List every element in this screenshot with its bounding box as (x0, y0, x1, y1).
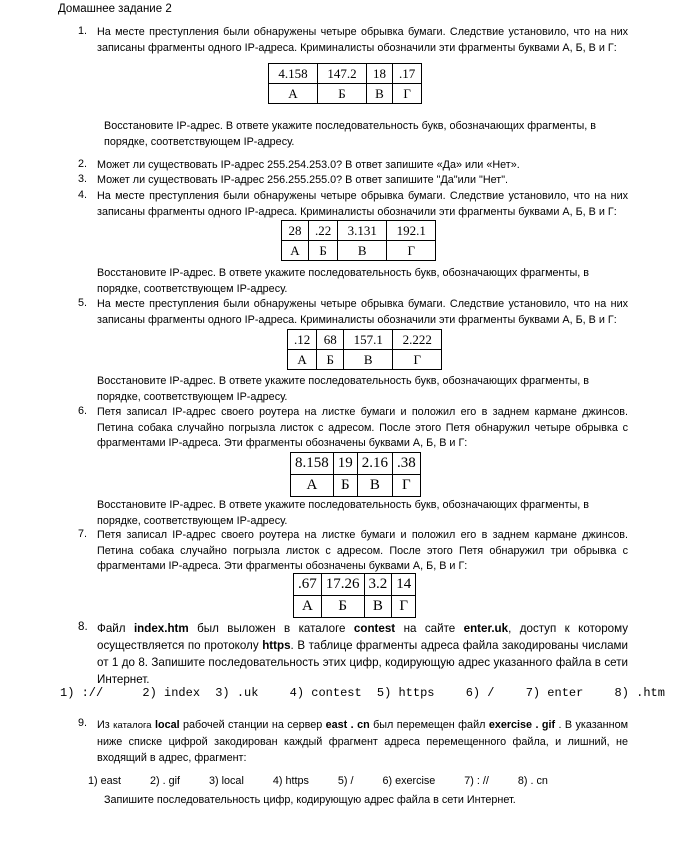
option: 1) :// (60, 686, 104, 700)
fragment-cell: 17.26 (321, 574, 364, 596)
answer-instruction: Восстановите IP-адрес. В ответе укажите последовательность букв, обозначающих фрагменты, в порядке, соответствующем IP-адресу. (97, 499, 589, 527)
fragments-table-1 (268, 63, 422, 104)
fragment-cell: .67 (294, 574, 322, 596)
question-text: На месте преступления были обнаружены четыре обрывка бумаги. Следствие установило, что на них записаны фрагменты одного IP-адреса. Криминалисты обозначили эти фрагменты буквами А, Б, В и Г: (97, 190, 628, 218)
question-text (97, 620, 628, 688)
letter-cell: В (367, 84, 393, 104)
question-5 (78, 297, 628, 328)
fragments-table-7 (293, 573, 416, 618)
text-run: Из (97, 719, 114, 731)
letter-cell: В (357, 475, 392, 497)
question-8 (78, 620, 628, 688)
question-text: Может ли существовать IP-адрес 255.254.253.0? В ответ запишите «Да» или «Нет». (97, 159, 520, 171)
fragment-cell: .22 (309, 221, 338, 241)
text-run: рабочей станции на сервер (179, 719, 326, 731)
text-run: Файл (97, 622, 134, 635)
letter-cell: А (291, 475, 334, 497)
fragment-cell: 147.2 (318, 64, 367, 84)
question-number: 3. (78, 173, 88, 185)
fragment-cell: 68 (317, 330, 344, 350)
fragments-table-6 (290, 452, 421, 497)
text-run: . В таблице фрагменты адреса файла закодированы числами от 1 до 8. Запишите последовательность этих цифр, кодирующую адрес указанного файла в сети Интернет. (97, 639, 629, 686)
option: 5) https (376, 686, 435, 700)
question-1 (78, 25, 628, 56)
question-text: Петя записал IP-адрес своего роутера на листке бумаги и положил его в заднем кармане джинсов. Петина собака случайно погрызла листок с адресом. После этого Петя обнаружил три обрывка с фрагментами IP-адреса. Эти фрагменты обозначены буквами А, Б, В и Г: (97, 529, 628, 572)
question-text: Может ли существовать IP-адрес 256.255.255.0? В ответ запишите "Да"или "Нет". (97, 174, 509, 186)
fragment-cell: .17 (393, 64, 422, 84)
text-run: на сайте (395, 622, 464, 635)
question-number: 4. (78, 189, 88, 201)
letter-cell: А (282, 241, 309, 261)
letter-cell: Г (393, 350, 442, 370)
answer-instruction: Восстановите IP-адрес. В ответе укажите последовательность букв, обозначающих фрагменты, в порядке, соответствующем IP-адресу. (97, 267, 589, 295)
fragment-cell: 3.131 (338, 221, 387, 241)
letter-cell: А (294, 596, 322, 618)
text-run: каталога (113, 720, 152, 731)
fragment-cell: 157.1 (344, 330, 393, 350)
question-text: На месте преступления были обнаружены четыре обрывка бумаги. Следствие установило, что на них записаны фрагменты одного IP-адреса. Криминалисты обозначили эти фрагменты буквами А, Б, В и Г: (97, 298, 628, 326)
letter-cell: Б (321, 596, 364, 618)
answer-instruction: Запишите последовательность цифр, кодирующую адрес файла в сети Интернет. (104, 794, 516, 806)
letter-cell: В (344, 350, 393, 370)
letter-cell: Б (318, 84, 367, 104)
option: 8) . cn (517, 775, 548, 787)
site-name: enter.uk (463, 622, 509, 635)
directory-name: local (154, 719, 180, 731)
question-2 (78, 158, 628, 174)
letter-cell: Б (309, 241, 338, 261)
server-name: east . cn (325, 719, 370, 731)
answer-instruction: Восстановите IP-адрес. В ответе укажите последовательность букв, обозначающих фрагменты, в порядке, соответствующем IP-адресу. (104, 120, 596, 148)
letter-cell: В (364, 596, 392, 618)
option: 7) enter (525, 686, 584, 700)
option: 3) local (209, 775, 244, 787)
letter-cell: Г (392, 596, 416, 618)
option: 6) exercise (382, 775, 436, 787)
protocol-name: https (262, 639, 291, 652)
answer-instruction: Восстановите IP-адрес. В ответе укажите последовательность букв, обозначающих фрагменты, в порядке, соответствующем IP-адресу. (97, 375, 589, 403)
question-number: 6. (78, 405, 88, 417)
option: 4) contest (289, 686, 362, 700)
text-run: был выложен в каталоге (188, 622, 354, 635)
letter-cell: Г (387, 241, 436, 261)
letter-cell: Г (393, 84, 422, 104)
letter-cell: А (288, 350, 317, 370)
directory-name: contest (353, 622, 396, 635)
option: 1) east (88, 775, 122, 787)
fragment-cell: 28 (282, 221, 309, 241)
letter-cell: В (338, 241, 387, 261)
fragment-cell: 14 (392, 574, 416, 596)
question-number: 2. (78, 158, 88, 170)
question-7 (78, 528, 628, 575)
fragment-cell: 192.1 (387, 221, 436, 241)
text-run: , доступ к которому осуществляется по протоколу (97, 622, 628, 652)
option: 3) .uk (215, 686, 259, 700)
question-number: 9. (78, 717, 88, 729)
fragment-cell: 4.158 (269, 64, 318, 84)
fragment-cell: 2.16 (357, 453, 392, 475)
letter-cell: Г (393, 475, 421, 497)
fragments-table-5 (287, 329, 442, 370)
option: 2) . gif (150, 775, 181, 787)
fragment-cell: .12 (288, 330, 317, 350)
text-run: был перемещен файл (369, 719, 489, 731)
letter-cell: Б (333, 475, 357, 497)
fragment-cell: 8.158 (291, 453, 334, 475)
letter-cell: А (269, 84, 318, 104)
options-row-9 (88, 775, 548, 787)
option: 6) / (465, 686, 495, 700)
question-text (97, 717, 628, 766)
question-6 (78, 405, 628, 452)
fragments-table-4 (281, 220, 436, 261)
options-row-8 (60, 686, 665, 700)
option: 2) index (142, 686, 201, 700)
question-number: 5. (78, 297, 88, 309)
option: 7) : // (464, 775, 489, 787)
question-number: 7. (78, 528, 88, 540)
question-9 (78, 717, 628, 766)
page-title: Домашнее задание 2 (58, 3, 172, 15)
fragment-cell: 18 (367, 64, 393, 84)
question-4 (78, 189, 628, 220)
question-text: Петя записал IP-адрес своего роутера на листке бумаги и положил его в заднем кармане джинсов. Петина собака случайно погрызла листок с адресом. После этого Петя обнаружил четыре обрывка с фрагментами IP-адреса. Эти фрагменты обозначены буквами А, Б, В и Г: (97, 406, 628, 449)
question-number: 1. (78, 25, 88, 37)
fragment-cell: 3.2 (364, 574, 392, 596)
text-run: . В указанном ниже списке цифрой закодирован каждый фрагмент адреса перемещенного файла, и лишний, не входящий в адрес, фрагмент: (97, 719, 629, 764)
option: 4) https (272, 775, 309, 787)
question-3 (78, 173, 628, 189)
fragment-cell: .38 (393, 453, 421, 475)
option: 8) .htm (614, 686, 665, 700)
fragment-cell: 2.222 (393, 330, 442, 350)
letter-cell: Б (317, 350, 344, 370)
file-name: exercise . gif (488, 719, 556, 731)
option: 5) / (337, 775, 354, 787)
question-text: На месте преступления были обнаружены четыре обрывка бумаги. Следствие установило, что на них записаны фрагменты одного IP-адреса. Криминалисты обозначили эти фрагменты буквами А, Б, В и Г: (97, 26, 628, 54)
fragment-cell: 19 (333, 453, 357, 475)
file-name: index.htm (133, 622, 189, 635)
question-number: 8. (78, 620, 88, 633)
